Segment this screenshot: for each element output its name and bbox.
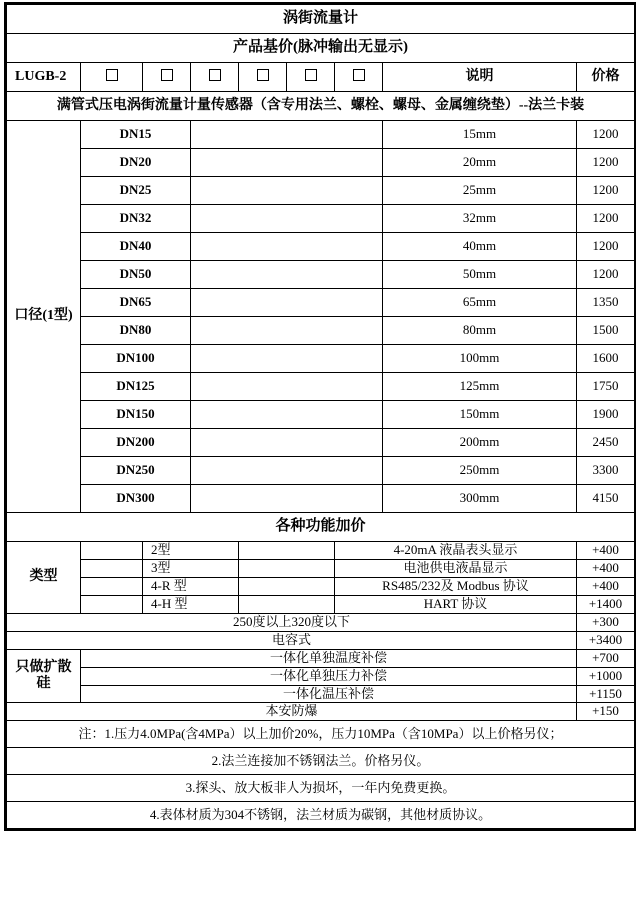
price-value: 1200 [577,205,635,233]
price-value: +400 [577,577,635,595]
spacer-cell [191,373,383,401]
price-value: 3300 [577,457,635,485]
dn-value: DN250 [81,457,191,485]
dn-value: DN150 [81,401,191,429]
spacer-cell [191,401,383,429]
checkbox-icon[interactable] [161,69,173,81]
checkbox-icon[interactable] [257,69,269,81]
dn-value: DN125 [81,373,191,401]
table-row [7,631,635,649]
type-desc: 4-20mA 液晶表头显示 [335,542,577,560]
price-value: 1900 [577,401,635,429]
size-value: 100mm [383,345,577,373]
size-value: 250mm [383,457,577,485]
dn-value: DN40 [81,233,191,261]
type-label: 类型 [7,542,81,614]
size-value: 15mm [383,121,577,149]
spacer-cell [81,559,143,577]
dn-value: DN100 [81,345,191,373]
spacer-cell [191,429,383,457]
diffusion-desc: 一体化单独压力补偿 [81,667,577,685]
table-row [7,685,635,703]
subtitle-row [7,34,635,63]
price-value: +400 [577,559,635,577]
subtitle: 产品基价(脉冲输出无显示) [7,34,635,63]
size-value: 40mm [383,233,577,261]
price-value: 1350 [577,289,635,317]
note-row [7,802,635,829]
table-row [7,667,635,685]
checkbox-cell-1[interactable] [81,63,143,92]
table-row [7,121,635,149]
price-value: +1000 [577,667,635,685]
size-value: 300mm [383,485,577,513]
size-value: 150mm [383,401,577,429]
spacer-cell [81,542,143,560]
price-value: 1500 [577,317,635,345]
spacer-cell [191,345,383,373]
spacer-cell [191,205,383,233]
checkbox-cell-2[interactable] [143,63,191,92]
diffusion-desc: 一体化温压补偿 [81,685,577,703]
diffusion-desc: 一体化单独温度补偿 [81,649,577,667]
table-row [7,149,635,177]
spacer-cell [191,261,383,289]
note-row [7,721,635,748]
price-value: 1200 [577,149,635,177]
table-row [7,457,635,485]
checkbox-icon[interactable] [106,69,118,81]
note-line-2: 2.法兰连接加不锈钢法兰。价格另仪。 [7,748,635,775]
page-title: 涡街流量计 [7,5,635,34]
column-header-price: 价格 [577,63,635,92]
spacer-cell [191,457,383,485]
product-line-row [7,92,635,121]
spacer-cell [81,577,143,595]
checkbox-cell-4[interactable] [239,63,287,92]
price-value: +400 [577,542,635,560]
size-value: 65mm [383,289,577,317]
spacer-cell [239,595,335,613]
price-value: +300 [577,613,635,631]
type-code: 3型 [143,559,239,577]
table-row [7,373,635,401]
table-row [7,613,635,631]
table-row [7,261,635,289]
checkbox-cell-6[interactable] [335,63,383,92]
table-row [7,577,635,595]
price-table [6,4,635,829]
note-line-3: 3.探头、放大板非人为损坏，一年内免费更换。 [7,775,635,802]
note-row [7,748,635,775]
price-value: +3400 [577,631,635,649]
price-value: +1400 [577,595,635,613]
checkbox-cell-5[interactable] [287,63,335,92]
spacer-cell [191,317,383,345]
table-row [7,703,635,721]
dn-value: DN32 [81,205,191,233]
extra-desc: 电容式 [7,631,577,649]
note-line-4: 4.表体材质为304不锈钢，法兰材质为碳钢，其他材质协议。 [7,802,635,829]
dn-value: DN50 [81,261,191,289]
table-row [7,233,635,261]
table-row [7,345,635,373]
functions-section-title: 各种功能加价 [7,513,635,542]
size-value: 200mm [383,429,577,457]
table-row [7,595,635,613]
size-value: 125mm [383,373,577,401]
price-value: +150 [577,703,635,721]
table-row [7,542,635,560]
table-row [7,289,635,317]
spacer-cell [239,577,335,595]
table-row [7,401,635,429]
checkbox-icon[interactable] [305,69,317,81]
dn-value: DN25 [81,177,191,205]
price-value: 1200 [577,121,635,149]
product-description: 满管式压电涡街流量计量传感器（含专用法兰、螺栓、螺母、金属缠绕垫）--法兰卡装 [7,92,635,121]
spacer-cell [239,542,335,560]
table-row [7,485,635,513]
type-code: 4-R 型 [143,577,239,595]
table-row [7,205,635,233]
dn-value: DN20 [81,149,191,177]
price-value: 1600 [577,345,635,373]
size-value: 25mm [383,177,577,205]
dn-value: DN200 [81,429,191,457]
explosion-desc: 本安防爆 [7,703,577,721]
title-row [7,5,635,34]
price-value: +700 [577,649,635,667]
price-value: 4150 [577,485,635,513]
spacer-cell [191,233,383,261]
type-desc: HART 协议 [335,595,577,613]
checkbox-icon[interactable] [209,69,221,81]
type-code: 2型 [143,542,239,560]
type-code: 4-H 型 [143,595,239,613]
type-desc: 电池供电液晶显示 [335,559,577,577]
dn-value: DN300 [81,485,191,513]
diffusion-label: 只做扩散硅 [7,649,81,703]
header-row [7,63,635,92]
extra-desc: 250度以上320度以下 [7,613,577,631]
price-table-sheet [4,2,636,831]
table-row [7,429,635,457]
size-value: 32mm [383,205,577,233]
checkbox-icon[interactable] [353,69,365,81]
table-row [7,177,635,205]
size-value: 50mm [383,261,577,289]
dn-value: DN80 [81,317,191,345]
price-value: +1150 [577,685,635,703]
size-value: 20mm [383,149,577,177]
model-code: LUGB-2 [7,63,81,92]
note-row [7,775,635,802]
table-row [7,559,635,577]
spacer-cell [191,289,383,317]
functions-section-row [7,513,635,542]
price-value: 1200 [577,177,635,205]
checkbox-cell-3[interactable] [191,63,239,92]
size-value: 80mm [383,317,577,345]
dn-value: DN15 [81,121,191,149]
price-value: 1200 [577,233,635,261]
column-header-desc: 说明 [383,63,577,92]
note-line-1: 注：1.压力4.0MPa(含4MPa）以上加价20%，压力10MPa（含10MPa）以上价格另仪； [7,721,635,748]
price-value: 1750 [577,373,635,401]
caliber-label: 口径(1型) [7,121,81,513]
price-value: 2450 [577,429,635,457]
spacer-cell [191,177,383,205]
spacer-cell [191,149,383,177]
table-row [7,317,635,345]
type-desc: RS485/232及 Modbus 协议 [335,577,577,595]
table-row [7,649,635,667]
spacer-cell [191,485,383,513]
price-value: 1200 [577,261,635,289]
spacer-cell [81,595,143,613]
spacer-cell [239,559,335,577]
spacer-cell [191,121,383,149]
dn-value: DN65 [81,289,191,317]
